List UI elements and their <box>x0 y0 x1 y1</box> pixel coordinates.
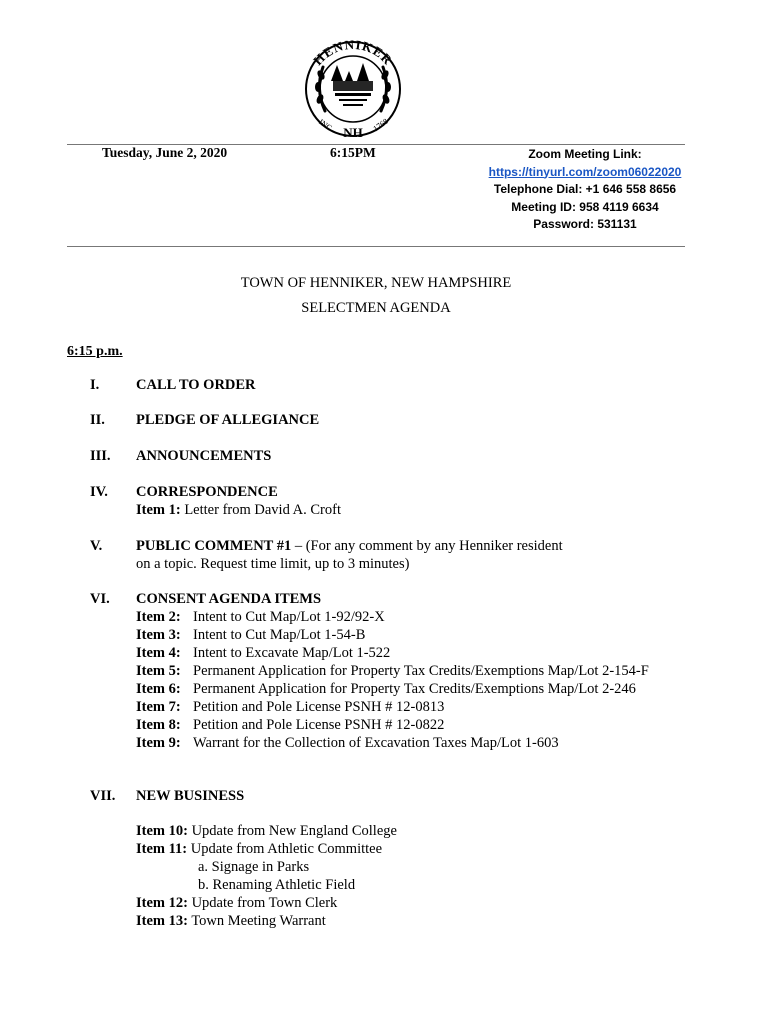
zoom-label: Zoom Meeting Link: <box>528 147 642 161</box>
consent-item <box>136 609 385 626</box>
consent-item <box>136 645 390 662</box>
item-text: Intent to Cut Map/Lot 1-92/92-X <box>193 609 385 625</box>
consent-item <box>136 717 444 734</box>
item-label: Item 7: <box>136 699 181 715</box>
item-label: Item 12: <box>136 895 188 911</box>
item-text: Update from New England College <box>187 823 397 839</box>
meeting-date: Tuesday, June 2, 2020 <box>102 145 228 160</box>
item-label: Item 2: <box>136 609 181 625</box>
section-title: NEW BUSINESS <box>136 788 245 804</box>
zoom-info-block <box>460 146 710 234</box>
section-numeral: VII. <box>90 788 116 804</box>
public-comment-line-1 <box>136 538 563 555</box>
item-text: Intent to Cut Map/Lot 1-54-B <box>193 627 366 643</box>
section-title: CONSENT AGENDA ITEMS <box>136 591 322 607</box>
item-label: Item 3: <box>136 627 181 643</box>
town-title: TOWN OF HENNIKER, NEW HAMPSHIRE <box>240 275 512 291</box>
seal-top-text: HENNIKER <box>310 36 396 69</box>
public-comment-description: – (For any comment by any Henniker resident <box>291 538 563 554</box>
new-business-subitem: b. Renaming Athletic Field <box>198 877 356 893</box>
item-text: Update from Athletic Committee <box>187 841 383 857</box>
meeting-password: Password: 531131 <box>533 217 637 231</box>
consent-item <box>136 699 444 716</box>
new-business-item <box>136 841 382 858</box>
town-seal-logo <box>297 27 409 143</box>
telephone-dial: Telephone Dial: +1 646 558 8656 <box>493 182 677 196</box>
item-text: Petition and Pole License PSNH # 12-0822 <box>193 717 445 733</box>
item-label: Item 6: <box>136 681 181 697</box>
item-label: Item 5: <box>136 663 181 679</box>
consent-item <box>136 735 559 752</box>
seal-bottom-text: NH <box>343 125 363 140</box>
section-numeral: V. <box>90 538 103 554</box>
new-business-item <box>136 895 337 912</box>
meeting-time: 6:15PM <box>330 145 376 160</box>
section-numeral: II. <box>90 412 105 428</box>
item-label: Item 1: <box>136 502 181 518</box>
agenda-title: SELECTMEN AGENDA <box>301 300 451 316</box>
item-label: Item 13: <box>136 913 188 929</box>
item-label: Item 4: <box>136 645 181 661</box>
zoom-meeting-link[interactable]: https://tinyurl.com/zoom06022020 <box>488 164 682 179</box>
consent-item <box>136 627 365 644</box>
item-text: Town Meeting Warrant <box>187 913 326 929</box>
correspondence-item <box>136 502 341 519</box>
item-text: Petition and Pole License PSNH # 12-0813 <box>193 699 445 715</box>
section-title: PUBLIC COMMENT #1 <box>136 538 292 554</box>
item-label: Item 9: <box>136 735 181 751</box>
section-title: PLEDGE OF ALLEGIANCE <box>136 412 320 428</box>
section-title: CORRESPONDENCE <box>136 484 278 500</box>
meeting-id: Meeting ID: 958 4119 6634 <box>511 199 659 214</box>
header-bottom-divider <box>67 246 685 247</box>
public-comment-line-2: on a topic. Request time limit, up to 3 minutes) <box>136 556 410 572</box>
section-numeral: IV. <box>90 484 108 500</box>
new-business-item <box>136 823 397 840</box>
item-text: Warrant for the Collection of Excavation Taxes Map/Lot 1-603 <box>193 735 559 751</box>
item-text: Permanent Application for Property Tax Credits/Exemptions Map/Lot 2-154-F <box>193 663 649 679</box>
seal-left-text: INC <box>317 117 334 133</box>
new-business-subitem: a. Signage in Parks <box>198 859 310 875</box>
item-text: Permanent Application for Property Tax Credits/Exemptions Map/Lot 2-246 <box>193 681 636 697</box>
item-label: Item 11: <box>136 841 188 857</box>
section-title: CALL TO ORDER <box>136 377 256 393</box>
section-numeral: VI. <box>90 591 110 607</box>
item-text: Intent to Excavate Map/Lot 1-522 <box>193 645 391 661</box>
item-label: Item 8: <box>136 717 181 733</box>
session-time-heading: 6:15 p.m. <box>67 344 123 359</box>
consent-item <box>136 681 636 698</box>
item-text: Update from Town Clerk <box>187 895 338 911</box>
new-business-item <box>136 913 326 930</box>
seal-right-text: 1768 <box>371 116 390 134</box>
section-numeral: III. <box>90 448 111 464</box>
item-label: Item 10: <box>136 823 188 839</box>
section-title: ANNOUNCEMENTS <box>136 448 272 464</box>
item-text: Letter from David A. Croft <box>180 502 341 518</box>
section-numeral: I. <box>90 377 100 393</box>
consent-item <box>136 663 649 680</box>
